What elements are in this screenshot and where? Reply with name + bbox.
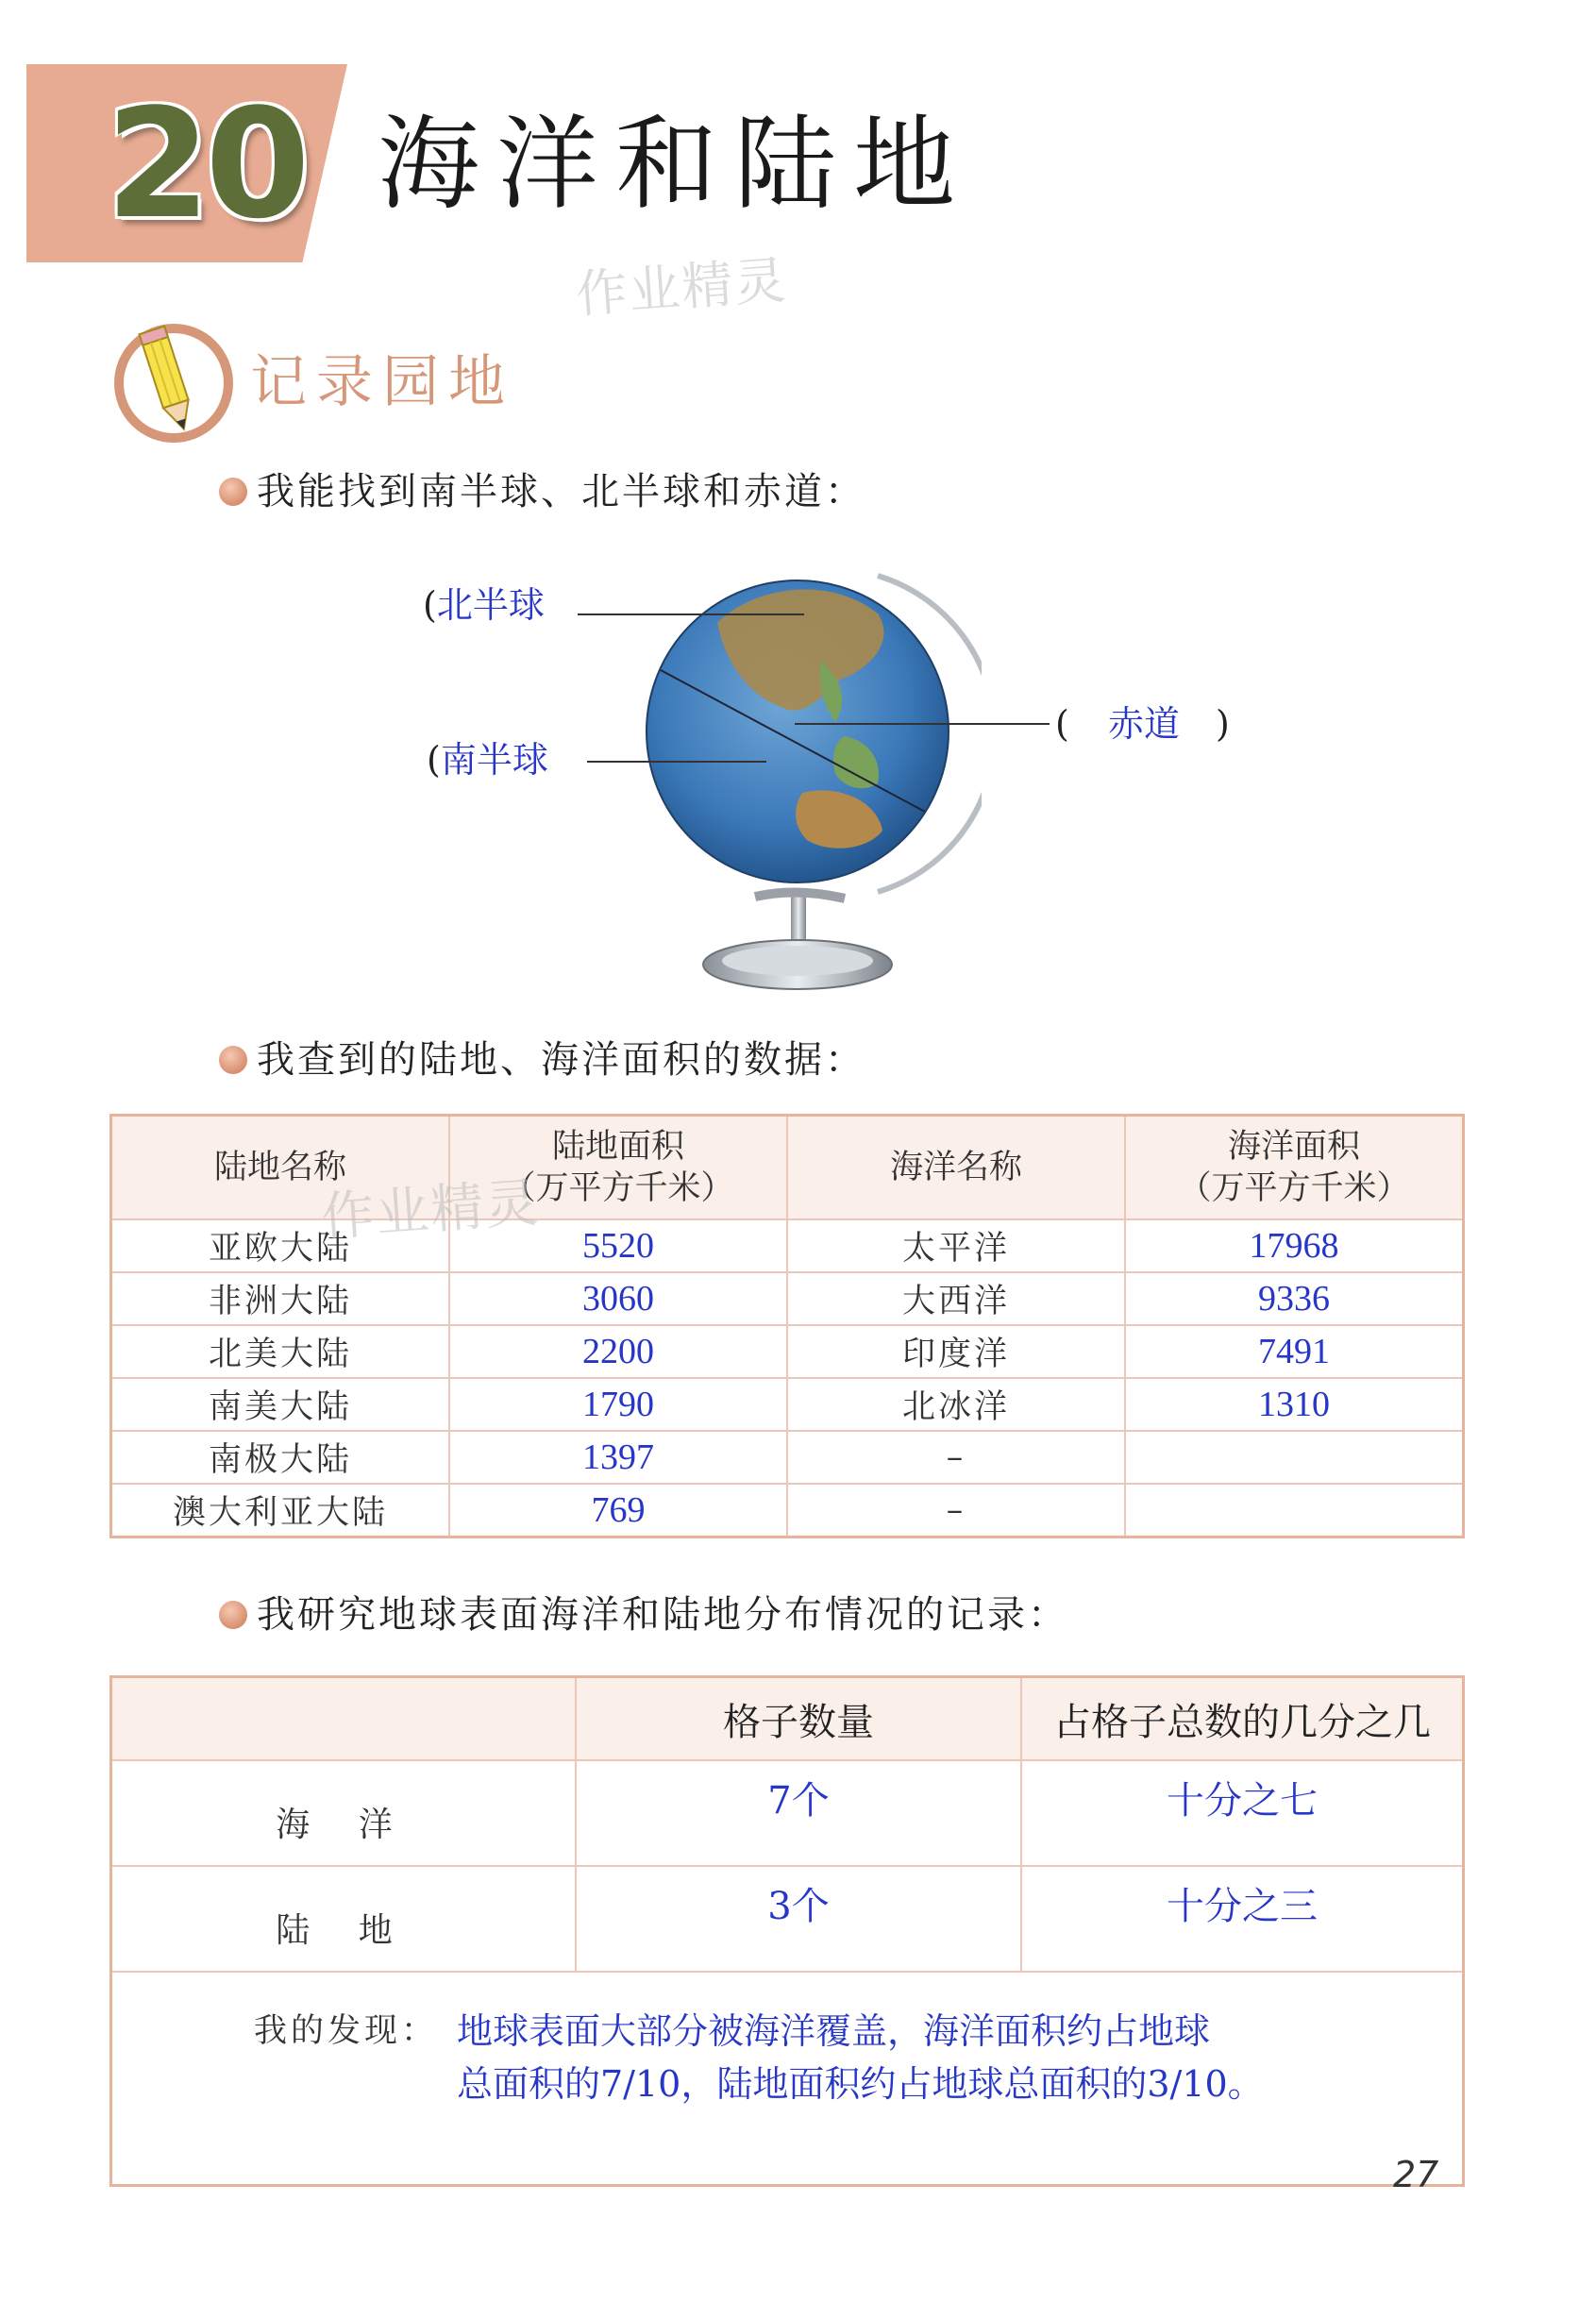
prompt-text: 我查到的陆地、海洋面积的数据： [257, 1038, 865, 1082]
header-land-name: 陆地名称 [111, 1116, 450, 1220]
lesson-number: 20 [106, 76, 305, 252]
cell-ocean-area [1125, 1431, 1464, 1484]
cell-ocean-name: 印度洋 [787, 1325, 1125, 1378]
leader-line-equator [795, 723, 1050, 725]
cell-ocean-area: 17968 [1125, 1219, 1464, 1272]
answer-north: 北半球 [436, 584, 545, 626]
table-row [111, 1325, 1464, 1378]
label-north-hemisphere [423, 583, 545, 627]
cell-ocean-area: 7491 [1125, 1325, 1464, 1378]
cell-land-name: 非洲大陆 [111, 1272, 450, 1325]
answer-south: 南半球 [440, 739, 548, 781]
grid-table [109, 1675, 1465, 2187]
paren-close: ) [1216, 703, 1230, 745]
finding-cell [111, 1972, 1464, 2186]
cell-land-area: 3060 [449, 1272, 787, 1325]
table-header-row [111, 1677, 1464, 1761]
cell-ocean-name: – [787, 1431, 1125, 1484]
bullet-icon [219, 478, 247, 506]
header-blank [111, 1677, 577, 1761]
cell-count: 3个 [576, 1866, 1021, 1972]
section-title: 记录园地 [250, 349, 514, 415]
finding-line-1: 地球表面大部分被海洋覆盖，海洋面积约占地球 [457, 2010, 1211, 2052]
cell-ocean-name: 大西洋 [787, 1272, 1125, 1325]
header-land-area-label: 陆地面积 [551, 1128, 684, 1166]
cell-fraction: 十分之三 [1021, 1866, 1464, 1972]
table-header-row [111, 1116, 1464, 1220]
header-ocean-area [1125, 1116, 1464, 1220]
pencil-icon [106, 313, 238, 445]
cell-count: 7个 [576, 1760, 1021, 1866]
cell-ocean-name: 北冰洋 [787, 1378, 1125, 1431]
page-title: 海洋和陆地 [378, 106, 973, 224]
row-label-land: 陆 地 [111, 1866, 577, 1972]
paren-open: ( [423, 584, 437, 626]
row-label-ocean: 海 洋 [111, 1760, 577, 1866]
leader-line-north [578, 613, 804, 615]
task-prompt-grid [219, 1591, 1068, 1638]
cell-ocean-area: 1310 [1125, 1378, 1464, 1431]
cell-ocean-name: 太平洋 [787, 1219, 1125, 1272]
leader-line-south [587, 761, 766, 763]
cell-land-name: 南极大陆 [111, 1431, 450, 1484]
label-equator [1055, 702, 1235, 746]
watermark: 作业精灵 [319, 1171, 543, 1250]
cell-land-area: 2200 [449, 1325, 787, 1378]
bullet-icon [219, 1046, 247, 1074]
cell-land-name: 北美大陆 [111, 1325, 450, 1378]
task-prompt-area [219, 1036, 865, 1084]
cell-land-area: 769 [449, 1484, 787, 1538]
cell-ocean-name: – [787, 1484, 1125, 1538]
header-count: 格子数量 [576, 1677, 1021, 1761]
cell-fraction: 十分之七 [1021, 1760, 1464, 1866]
header-fraction: 占格子总数的几分之几 [1021, 1677, 1464, 1761]
cell-land-area: 1397 [449, 1431, 787, 1484]
cell-ocean-area [1125, 1484, 1464, 1538]
globe-image [642, 557, 982, 1000]
paren-open: ( [427, 739, 441, 781]
table-row [111, 1431, 1464, 1484]
label-south-hemisphere [427, 738, 548, 781]
cell-land-name: 南美大陆 [111, 1378, 450, 1431]
prompt-text: 我研究地球表面海洋和陆地分布情况的记录： [257, 1593, 1068, 1637]
bullet-icon [219, 1601, 247, 1629]
cell-ocean-area: 9336 [1125, 1272, 1464, 1325]
cell-land-area: 5520 [449, 1219, 787, 1272]
table-row [111, 1272, 1464, 1325]
task-prompt-globe [219, 468, 865, 515]
header-ocean-area-label: 海洋面积 [1227, 1128, 1360, 1166]
page-number: 27 [1393, 2154, 1439, 2195]
answer-equator: 赤道 [1108, 703, 1181, 745]
prompt-text: 我能找到南半球、北半球和赤道： [257, 470, 865, 513]
table-row [111, 1484, 1464, 1538]
finding-line-2: 总面积的7/10，陆地面积约占地球总面积的3/10。 [457, 2063, 1264, 2105]
table-row [111, 1219, 1464, 1272]
watermark: 作业精灵 [574, 250, 790, 325]
cell-land-area: 1790 [449, 1378, 787, 1431]
finding-row [111, 1972, 1464, 2186]
header-ocean-area-unit: （万平方千米） [1178, 1169, 1410, 1207]
cell-land-name: 澳大利亚大陆 [111, 1484, 450, 1538]
paren-open: ( [1055, 703, 1069, 745]
cell-land-name: 亚欧大陆 [111, 1219, 450, 1272]
finding-label: 我的发现： [254, 2012, 439, 2050]
table-row [111, 1760, 1464, 1866]
table-row [111, 1378, 1464, 1431]
table-row [111, 1866, 1464, 1972]
area-table [109, 1114, 1465, 1538]
header-land-area-unit: （万平方千米） [502, 1169, 734, 1207]
finding-text [457, 2005, 1306, 2110]
header-ocean-name: 海洋名称 [787, 1116, 1125, 1220]
